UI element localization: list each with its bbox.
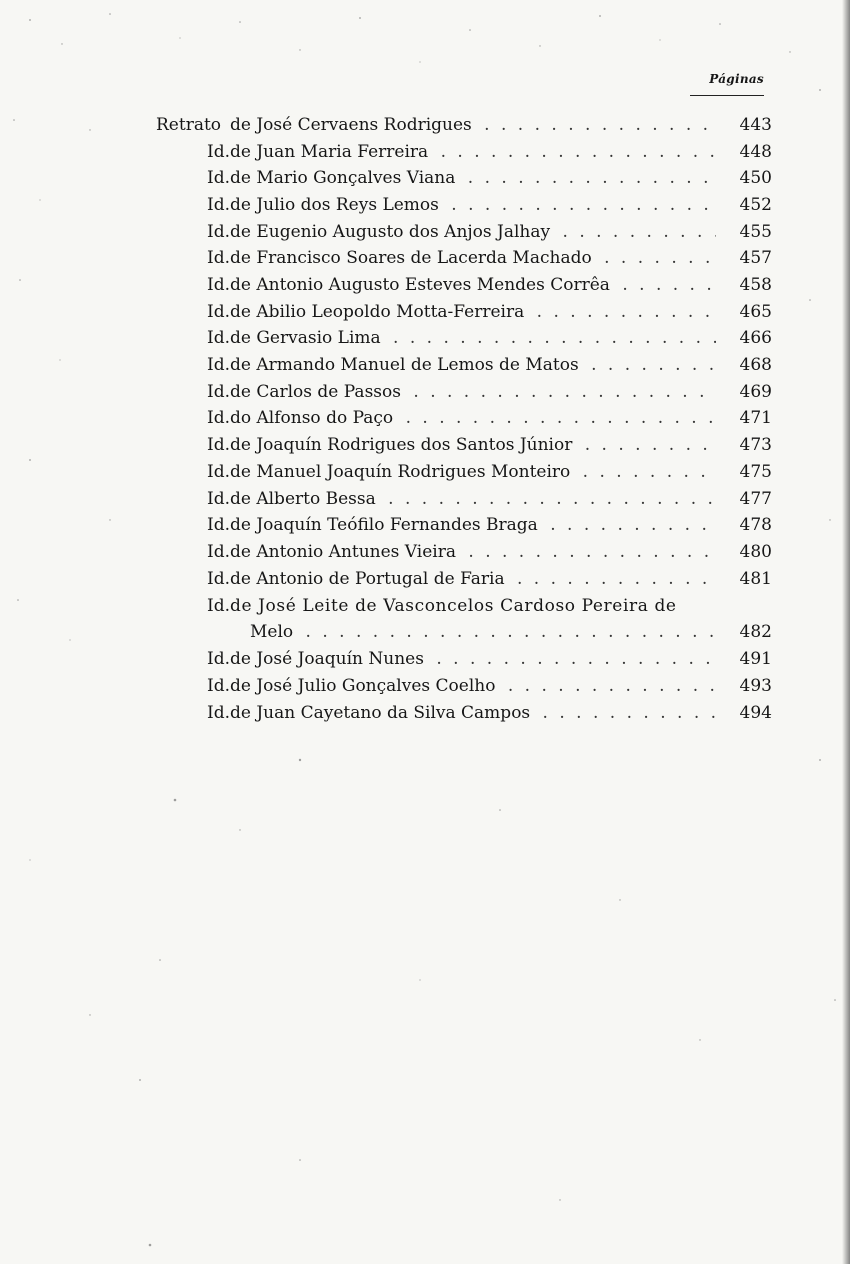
entry-title: do Alfonso do Paço . . . bbox=[230, 405, 770, 431]
entry-page-number: 458 bbox=[716, 272, 772, 298]
entry-prefix: Id. bbox=[206, 703, 230, 723]
toc-entry bbox=[150, 673, 772, 699]
toc-entry bbox=[150, 192, 772, 218]
entry-title: de Antonio de Portugal de Faria . . . bbox=[230, 566, 770, 592]
toc-entry bbox=[150, 566, 772, 592]
toc-entry bbox=[150, 646, 772, 672]
entry-page-number: 471 bbox=[716, 405, 772, 431]
toc-entry bbox=[150, 405, 772, 431]
entry-page-number: 478 bbox=[716, 512, 772, 538]
entry-prefix: Id. bbox=[206, 542, 230, 562]
entry-prefix: Id. bbox=[206, 275, 230, 295]
entry-prefix: Id. bbox=[206, 649, 230, 669]
toc-entry bbox=[150, 245, 772, 271]
entry-page-number: 480 bbox=[716, 539, 772, 565]
entry-title-continuation: Melo . . . bbox=[250, 619, 770, 645]
entry-page-number: 452 bbox=[716, 192, 772, 218]
entry-prefix: Id. bbox=[206, 569, 230, 589]
entry-title: de Antonio Antunes Vieira . . . bbox=[230, 539, 770, 565]
entry-page-number: 477 bbox=[716, 486, 772, 512]
toc-entry-continuation bbox=[150, 619, 772, 645]
entry-page-number: 466 bbox=[716, 325, 772, 351]
entry-prefix: Id. bbox=[206, 596, 230, 616]
entry-title: de Alberto Bessa . . . bbox=[230, 486, 770, 512]
entry-prefix: Id. bbox=[206, 355, 230, 375]
entry-page-number: 491 bbox=[716, 646, 772, 672]
entry-page-number: 469 bbox=[716, 379, 772, 405]
entry-title: de Mario Gonçalves Viana . . . bbox=[230, 165, 770, 191]
toc-entry bbox=[150, 379, 772, 405]
entry-page-number: 455 bbox=[716, 219, 772, 245]
entry-page-number: 443 bbox=[716, 112, 772, 138]
entry-title: de Julio dos Reys Lemos . . . bbox=[230, 192, 770, 218]
toc-entry bbox=[150, 219, 772, 245]
toc-entry bbox=[150, 486, 772, 512]
entry-prefix: Id. bbox=[206, 515, 230, 535]
entry-page-number: 448 bbox=[716, 139, 772, 165]
entry-prefix: Id. bbox=[206, 489, 230, 509]
entry-prefix: Id. bbox=[206, 676, 230, 696]
entry-prefix: Id. bbox=[206, 222, 230, 242]
toc-entry bbox=[150, 272, 772, 298]
entry-page-number: 468 bbox=[716, 352, 772, 378]
toc-entry bbox=[150, 139, 772, 165]
toc-entry bbox=[150, 432, 772, 458]
entry-prefix: Id. bbox=[206, 248, 230, 268]
entry-title: de Juan Maria Ferreira . . . bbox=[230, 139, 770, 165]
entry-prefix: Id. bbox=[206, 382, 230, 402]
entry-title: de José Leite de Vasconcelos Cardoso Pereira de bbox=[230, 593, 770, 619]
entry-prefix: Id. bbox=[206, 142, 230, 162]
entry-page-number: 450 bbox=[716, 165, 772, 191]
toc-entry bbox=[150, 512, 772, 538]
toc-entry bbox=[150, 459, 772, 485]
entry-title: de José Cervaens Rodrigues . . . bbox=[230, 112, 770, 138]
entry-title: de Eugenio Augusto dos Anjos Jalhay . . . bbox=[230, 219, 770, 245]
entry-title: de Antonio Augusto Esteves Mendes Corrêa . . . bbox=[230, 272, 770, 298]
entry-prefix: Id. bbox=[206, 168, 230, 188]
pages-column-header: Páginas bbox=[709, 72, 764, 86]
entry-prefix: Id. bbox=[206, 302, 230, 322]
toc-entry bbox=[150, 112, 772, 138]
scan-edge-shadow bbox=[842, 0, 850, 1264]
entry-page-number: 457 bbox=[716, 245, 772, 271]
entry-page-number: 482 bbox=[716, 619, 772, 645]
entry-prefix: Id. bbox=[206, 195, 230, 215]
entry-prefix: Id. bbox=[206, 435, 230, 455]
entry-title: de Francisco Soares de Lacerda Machado . . . bbox=[230, 245, 770, 271]
toc-entry bbox=[150, 165, 772, 191]
entry-title: de Joaquín Teófilo Fernandes Braga . . . bbox=[230, 512, 770, 538]
toc-entry bbox=[150, 539, 772, 565]
toc-entry bbox=[150, 299, 772, 325]
entry-prefix: Id. bbox=[206, 408, 230, 428]
entry-title: de Gervasio Lima . . . bbox=[230, 325, 770, 351]
entry-prefix: Id. bbox=[206, 462, 230, 482]
entry-title: de Armando Manuel de Lemos de Matos . . . bbox=[230, 352, 770, 378]
toc-entry bbox=[150, 325, 772, 351]
toc-entry bbox=[150, 352, 772, 378]
entry-title: de Abilio Leopoldo Motta-Ferreira . . . bbox=[230, 299, 770, 325]
entry-page-number: 475 bbox=[716, 459, 772, 485]
entry-page-number: 493 bbox=[716, 673, 772, 699]
entry-title: de José Joaquín Nunes . . . bbox=[230, 646, 770, 672]
entry-title: de José Julio Gonçalves Coelho . . . bbox=[230, 673, 770, 699]
entry-prefix: Id. bbox=[206, 328, 230, 348]
entry-title: de Juan Cayetano da Silva Campos . . . bbox=[230, 700, 770, 726]
entry-page-number: 481 bbox=[716, 566, 772, 592]
entry-page-number: 494 bbox=[716, 700, 772, 726]
entry-prefix: Retrato bbox=[156, 115, 222, 135]
toc-entry bbox=[150, 593, 772, 619]
entry-page-number: 473 bbox=[716, 432, 772, 458]
entry-title: de Carlos de Passos . . . bbox=[230, 379, 770, 405]
entry-page-number: 465 bbox=[716, 299, 772, 325]
toc-entry bbox=[150, 700, 772, 726]
entry-title: de Joaquín Rodrigues dos Santos Júnior . . . bbox=[230, 432, 770, 458]
header-underline bbox=[690, 95, 764, 96]
entry-title: de Manuel Joaquín Rodrigues Monteiro . . . bbox=[230, 459, 770, 485]
